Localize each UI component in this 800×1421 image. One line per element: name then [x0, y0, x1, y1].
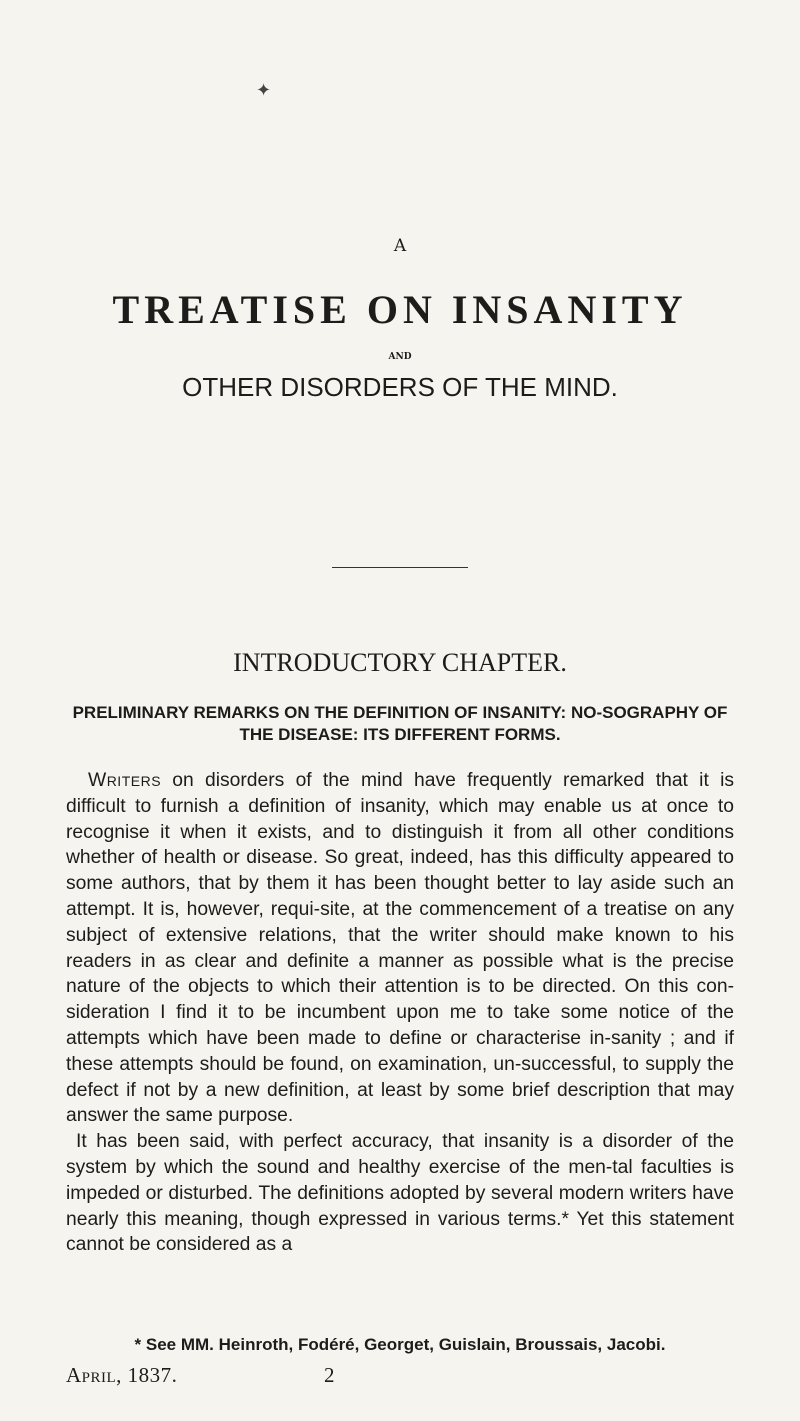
signature-mark: 2: [324, 1363, 335, 1387]
title-conjunction: AND: [388, 352, 412, 362]
paragraph-1-text: on disorders of the mind have frequently remarked that it is difficult to furnish a definition of insanity, which may enable us at once to recognise it when it exists, and to distinguish it from all other conditions whether of health or disease. So great, indeed, has this difficulty appeared to some authors, that by them it has been thought better to lay aside such an attempt. It is, however, requi-site, at the commencement of a treatise on any subject of extensive relations, that the writer should make known to his readers in as clear and definite a manner as possible what is the precise nature of the objects to which their attention is to be directed. On this con-sideration I find it to be incumbent upon me to take some notice of the attempts which have been made to define or characterise in-sanity ; and if these attempts should be found, on examination, un-successful, to supply the defect if not by a new definition, at least by some brief description that may answer the same purpose.: [66, 770, 734, 1127]
book-title: TREATISE ON INSANITY: [112, 287, 688, 332]
chapter-summary: PRELIMINARY REMARKS ON THE DEFINITION OF INSANITY: NO-SOGRAPHY OF THE DISEASE: ITS DIFFERENT FORMS.: [72, 703, 728, 744]
book-subtitle: OTHER DISORDERS OF THE MIND.: [182, 372, 618, 402]
paragraph-2: It has been said, with perfect accuracy, that insanity is a disorder of the system by which the sound and healthy exercise of the men-tal faculties is impeded or disturbed. The definitions adopted by several modern writers have nearly this meaning, though expressed in various terms.* Yet this statement cannot be considered as a: [66, 1131, 734, 1256]
title-article: A: [393, 236, 407, 256]
publication-date: April, 1837.: [66, 1363, 178, 1387]
ink-mark: ✦: [256, 80, 272, 101]
body-text: [66, 768, 734, 1258]
footnote: * See MM. Heinroth, Fodéré, Georget, Guislain, Broussais, Jacobi.: [134, 1335, 666, 1354]
paragraph-1: [66, 768, 734, 1129]
paragraph-lead: Writers: [88, 770, 162, 791]
section-divider: [332, 567, 468, 568]
chapter-title: INTRODUCTORY CHAPTER.: [233, 648, 567, 677]
